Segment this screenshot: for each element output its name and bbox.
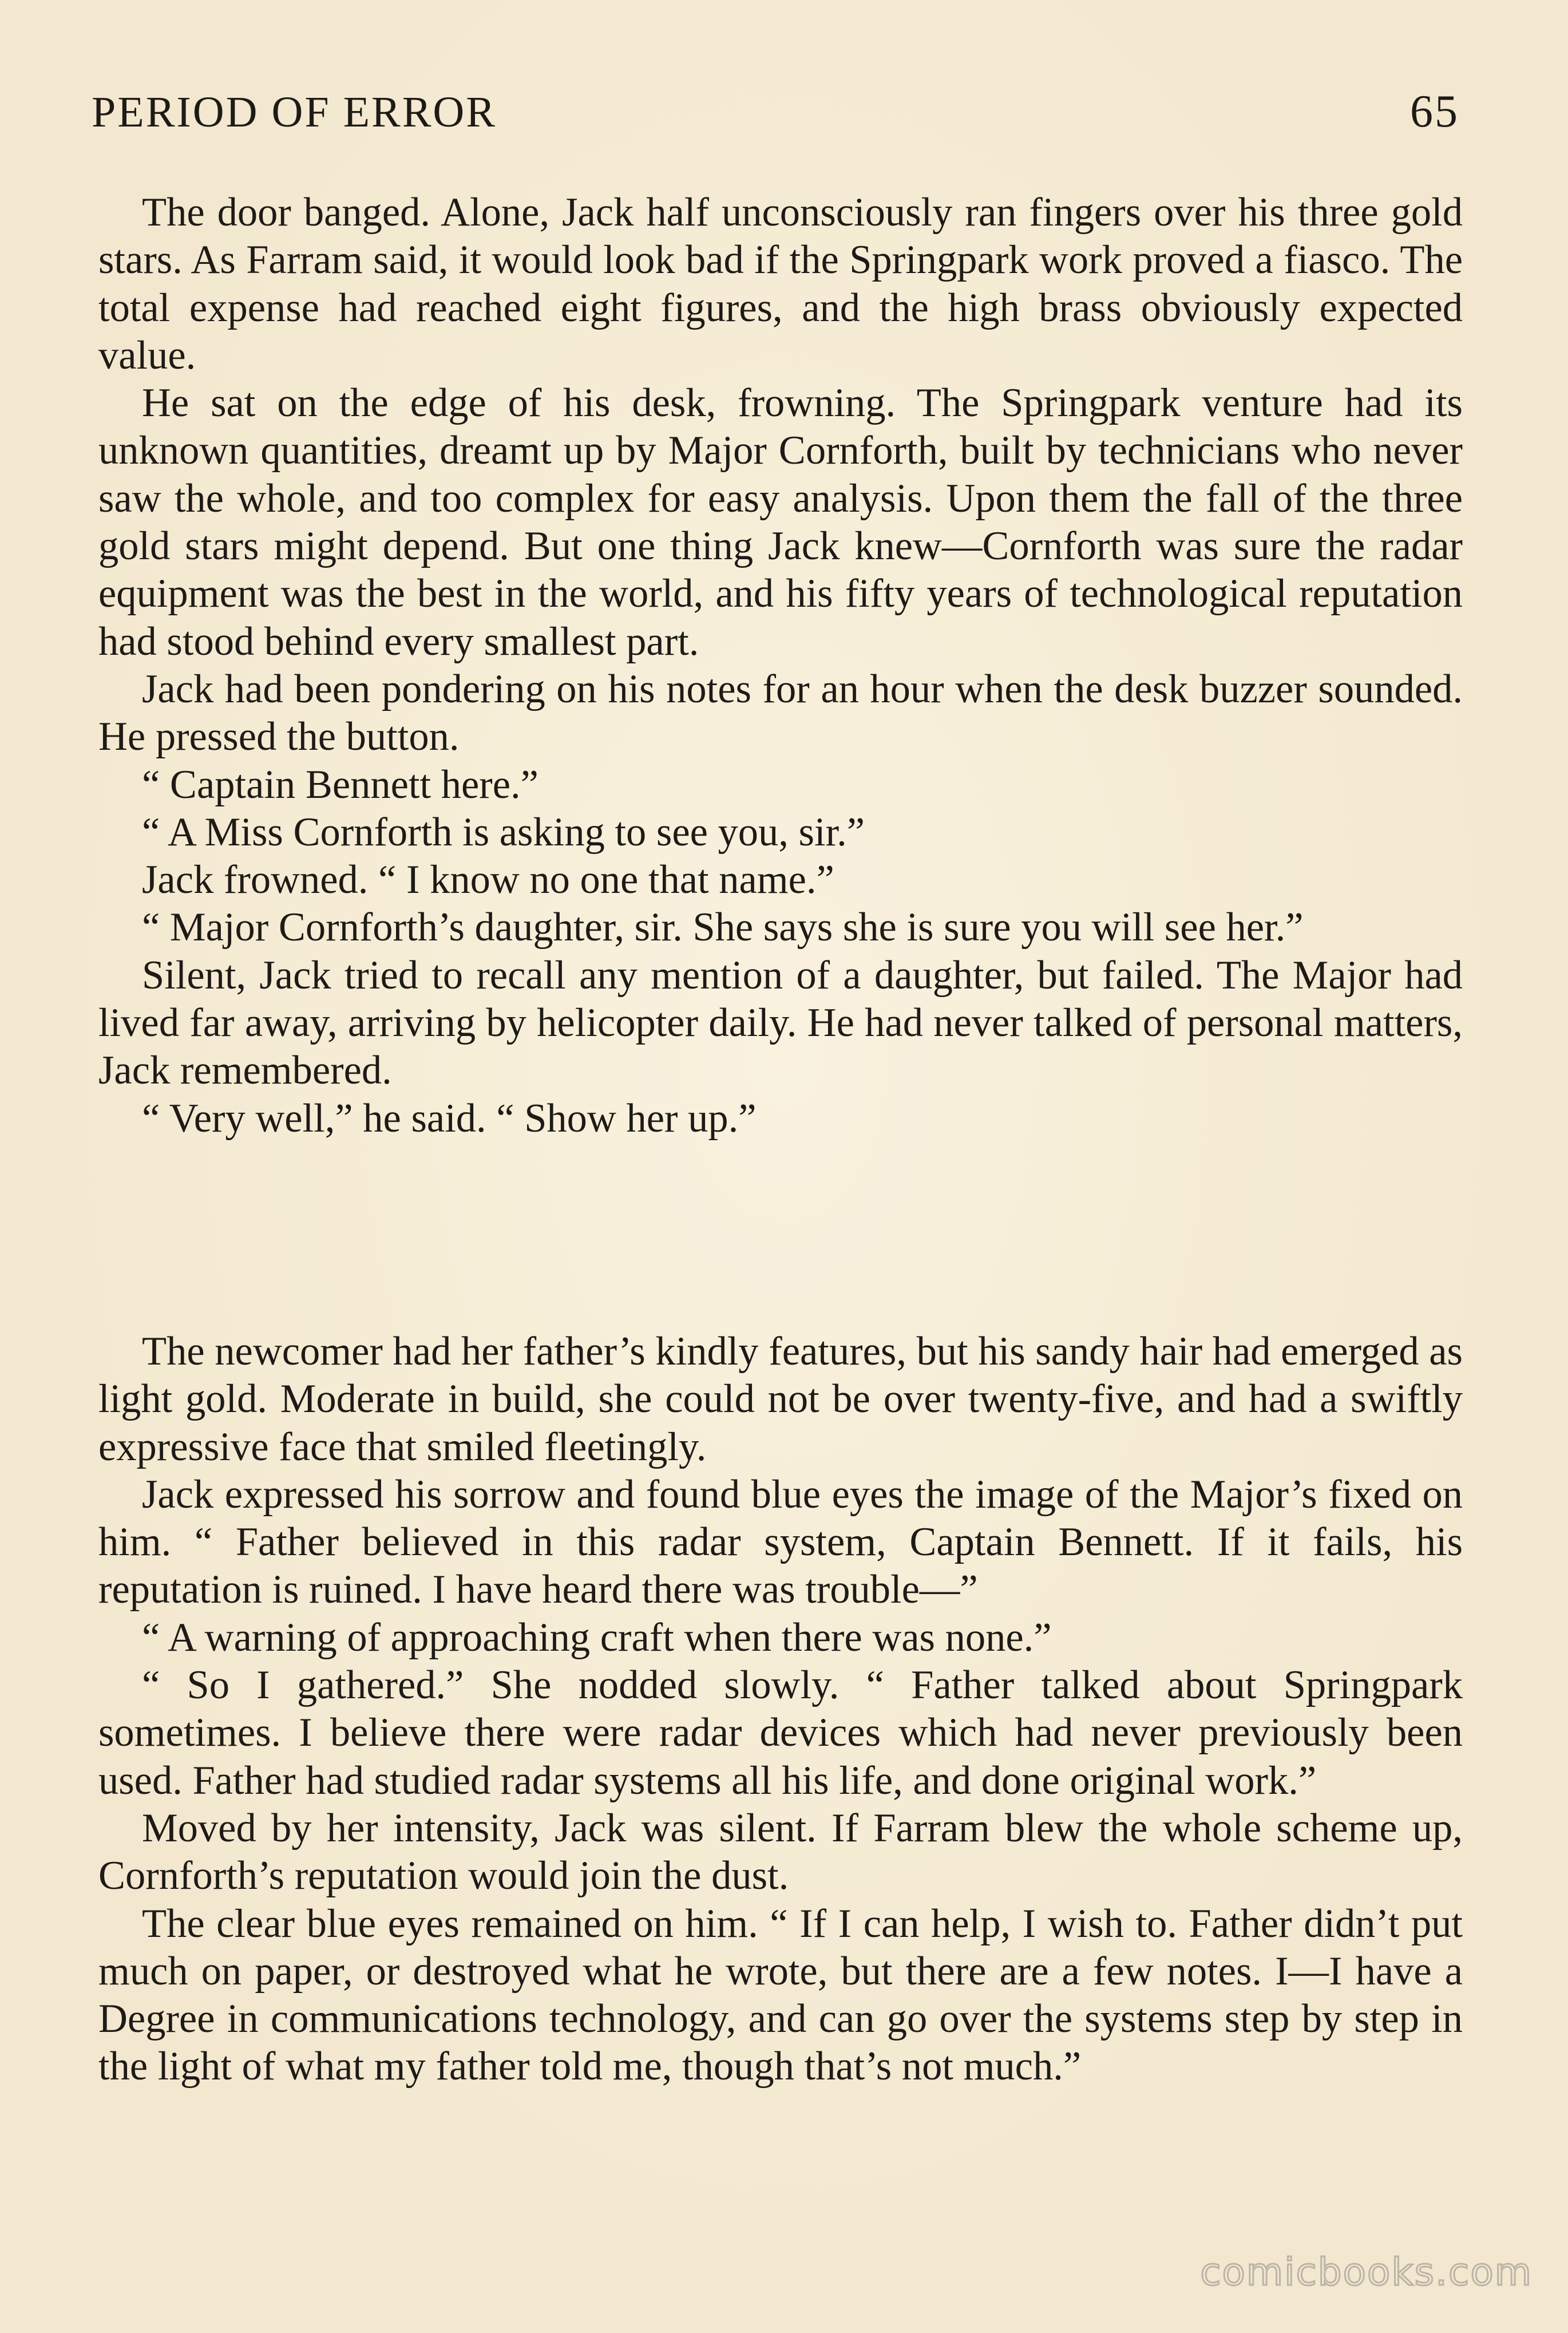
paragraph: “ Captain Bennett here.” [142,762,538,807]
text-section-2 [98,1328,1463,2091]
text-section-1 [98,189,1463,1142]
paragraph: “ Major Cornforth’s daughter, sir. She says she is sure you will see her.” [142,905,1304,950]
running-title: PERIOD OF ERROR [92,88,497,136]
paragraph: Jack frowned. “ I know no one that name.” [142,857,834,903]
paragraph: “ Very well,” he said. “ Show her up.” [142,1096,757,1141]
paragraph: Moved by her intensity, Jack was silent. If Farram blew the whole scheme up, Cornforth’s reputation would join the dust. [98,1805,1463,1899]
paragraph: The clear blue eyes remained on him. “ If I can help, I wish to. Father didn’t put much on paper, or destroyed what he wrote, but there are a few notes. I—I have a Degree in communications technology, and can go over the systems step by step in the light of what my father told me, though that’s not much.” [98,1901,1463,2089]
paragraph: “ A warning of approaching craft when there was none.” [142,1615,1052,1660]
paragraph: The door banged. Alone, Jack half unconsciously ran fingers over his three gold stars. As Farram said, it would look bad if the Springpark work proved a fiasco. The total expense had reached eight figures, and the high brass obviously expected value. [98,190,1463,378]
paragraph: “ A Miss Cornforth is asking to see you, sir.” [142,809,865,855]
paragraph: He sat on the edge of his desk, frowning. The Springpark venture had its unknown quantities, dreamt up by Major Cornforth, built by technicians who never saw the whole, and too complex for easy analysis. Upon them the fall of the three gold stars might depend. But one thing Jack knew—Cornforth was sure the radar equipment was the best in the world, and his fifty years of technological reputation had stood behind every smallest part. [98,381,1463,664]
paragraph: Silent, Jack tried to recall any mention of a daughter, but failed. The Major had lived far away, arriving by helicopter daily. He had never talked of personal matters, Jack remembered. [98,952,1463,1093]
paragraph: Jack had been pondering on his notes for an hour when the desk buzzer sounded. He pressed the button. [98,666,1463,760]
watermark: comicbooks.com [1200,2250,1533,2294]
running-head [92,86,1459,149]
page-number: 65 [1410,86,1459,137]
paragraph: The newcomer had her father’s kindly features, but his sandy hair had emerged as light gold. Moderate in build, she could not be over twenty-five, and had a swiftly expressive face that smiled fleetingly. [98,1329,1463,1469]
paragraph: Jack expressed his sorrow and found blue eyes the image of the Major’s fixed on him. “ Father believed in this radar system, Captain Bennett. If it fails, his reputation is ruined. I have heard there was trouble—” [98,1472,1463,1612]
paragraph: “ So I gathered.” She nodded slowly. “ Father talked about Springpark sometimes. I believe there were radar devices which had never previously been used. Father had studied radar systems all his life, and done original work.” [98,1663,1463,1803]
